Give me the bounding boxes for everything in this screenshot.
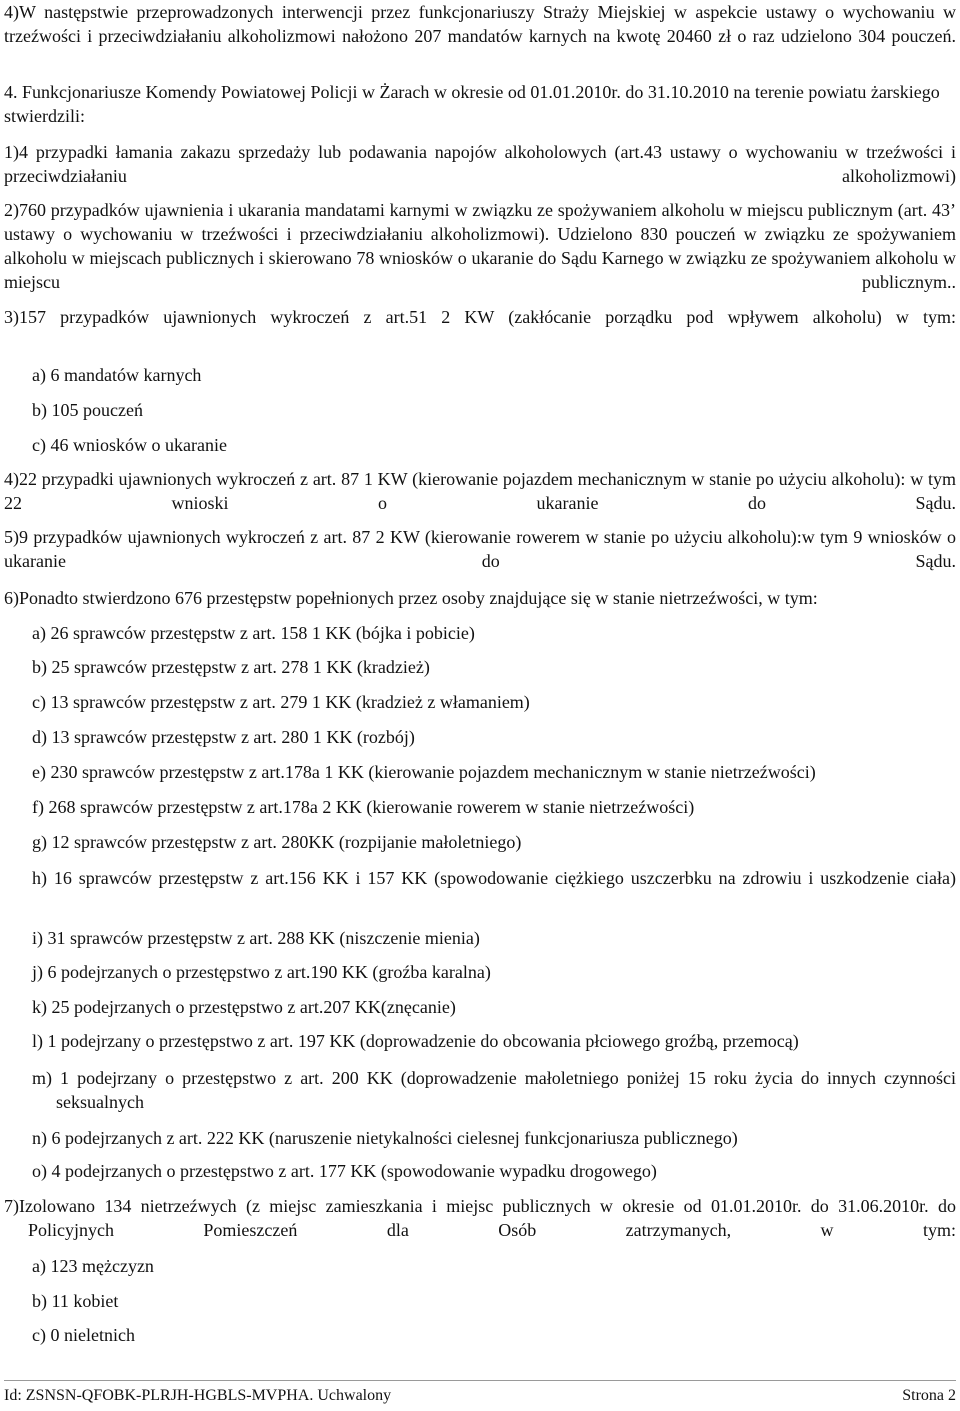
document-id: Id: ZSNSN-QFOBK-PLRJH-HGBLS-MVPHA. Uchwalony	[4, 1387, 392, 1404]
list-item-4: 4)22 przypadki ujawnionych wykroczeń z art. 87 1 KW (kierowanie pojazdem mechanicznym w stanie po użyciu alkoholu): w tym 22 wnioski o ukaranie do Sądu.	[4, 469, 956, 513]
list-item-6h: h) 16 sprawców przestępstw z art.156 KK i 157 KK (spowodowanie ciężkiego uszczerbku na zdrowiu i uszkodzenie ciała)	[32, 868, 956, 888]
list-item-7b: b) 11 kobiet	[32, 1291, 119, 1311]
list-item-7a: a) 123 mężczyzn	[32, 1256, 154, 1276]
list-item-3b: b) 105 pouczeń	[32, 400, 143, 420]
list-item-7c: c) 0 nieletnich	[32, 1325, 135, 1345]
list-item-7: 7)Izolowano 134 nietrzeźwych (z miejsc zamieszkania i miejsc publicznych w okresie od 01.01.2010r. do 31.06.2010r. do Policyjnych Pomieszczeń dla Osób zatrzymanych, w tym:	[4, 1196, 956, 1240]
list-item-6b: b) 25 sprawców przestępstw z art. 278 1 KK (kradzież)	[32, 657, 430, 677]
list-item-6k: k) 25 podejrzanych o przestępstwo z art.207 KK(znęcanie)	[32, 997, 456, 1017]
list-item-1: 1)4 przypadki łamania zakazu sprzedaży lub podawania napojów alkoholowych (art.43 ustawy o wychowaniu w trzeźwości i przeciwdziałaniu alkoholizmowi)	[4, 142, 956, 186]
list-item-6g: g) 12 sprawców przestępstw z art. 280KK (rozpijanie małoletniego)	[32, 832, 522, 852]
list-item-6: 6)Ponadto stwierdzono 676 przestępstw popełnionych przez osoby znajdujące się w stanie nietrzeźwości, w tym:	[4, 588, 818, 608]
list-item-6a: a) 26 sprawców przestępstw z art. 158 1 KK (bójka i pobicie)	[32, 623, 475, 643]
list-item-6n: n) 6 podejrzanych z art. 222 KK (naruszenie nietykalności cielesnej funkcjonariusza publicznego)	[32, 1128, 738, 1148]
list-item-6o: o) 4 podejrzanych o przestępstwo z art. 177 KK (spowodowanie wypadku drogowego)	[32, 1161, 657, 1181]
list-item-3c: c) 46 wniosków o ukaranie	[32, 435, 227, 455]
paragraph-straz-miejska: 4)W następstwie przeprowadzonych interwencji przez funkcjonariuszy Straży Miejskiej w aspekcie ustawy o wychowaniu w trzeźwości i przeciwdziałaniu alkoholizmowi nałożono 207 mandatów karnych na kwotę 20460 zł o raz udzielono 304 pouczeń.	[4, 2, 956, 46]
list-item-6m: m) 1 podejrzany o przestępstwo z art. 200 KK (doprowadzenie małoletniego poniżej 15 roku życia do innych czynności seksualnych	[32, 1068, 956, 1112]
list-item-6f: f) 268 sprawców przestępstw z art.178a 2 KK (kierowanie rowerem w stanie nietrzeźwości)	[32, 797, 695, 817]
list-item-6d: d) 13 sprawców przestępstw z art. 280 1 KK (rozbój)	[32, 727, 415, 747]
list-item-6e: e) 230 sprawców przestępstw z art.178a 1 KK (kierowanie pojazdem mechanicznym w stanie nietrzeźwości)	[32, 762, 816, 782]
paragraph-policja-intro: 4. Funkcjonariusze Komendy Powiatowej Policji w Żarach w okresie od 01.01.2010r. do 31.10.2010 na terenie powiatu żarskiego stwierdzili:	[4, 82, 940, 126]
list-item-5: 5)9 przypadków ujawnionych wykroczeń z art. 87 2 KW (kierowanie rowerem w stanie po użyciu alkoholu):w tym 9 wniosków o ukaranie do Sądu.	[4, 527, 956, 571]
list-item-2: 2)760 przypadków ujawnienia i ukarania mandatami karnymi w związku ze spożywaniem alkoholu w miejscu publicznym (art. 43’ ustawy o wychowaniu w trzeźwości i przeciwdziałaniu alkoholizmowi). Udzielono 830 pouczeń w związku ze spożywaniem alkoholu w miejscach publicznych i skierowano 78 wniosków o ukaranie do Sądu Karnego w związku ze spożywaniem alkoholu w miejscu publicznym..	[4, 200, 956, 292]
list-item-6j: j) 6 podejrzanych o przestępstwo z art.190 KK (groźba karalna)	[32, 962, 491, 982]
list-item-6c: c) 13 sprawców przestępstw z art. 279 1 KK (kradzież z włamaniem)	[32, 692, 530, 712]
list-item-6l: l) 1 podejrzany o przestępstwo z art. 197 KK (doprowadzenie do obcowania płciowego groźbą, przemocą)	[32, 1031, 799, 1051]
list-item-3: 3)157 przypadków ujawnionych wykroczeń z art.51 2 KW (zakłócanie porządku pod wpływem alkoholu) w tym:	[4, 307, 956, 327]
list-item-3a: a) 6 mandatów karnych	[32, 365, 202, 385]
list-item-6i: i) 31 sprawców przestępstw z art. 288 KK (niszczenie mienia)	[32, 928, 480, 948]
page-number: Strona 2	[902, 1387, 956, 1404]
footer-divider	[4, 1380, 956, 1381]
